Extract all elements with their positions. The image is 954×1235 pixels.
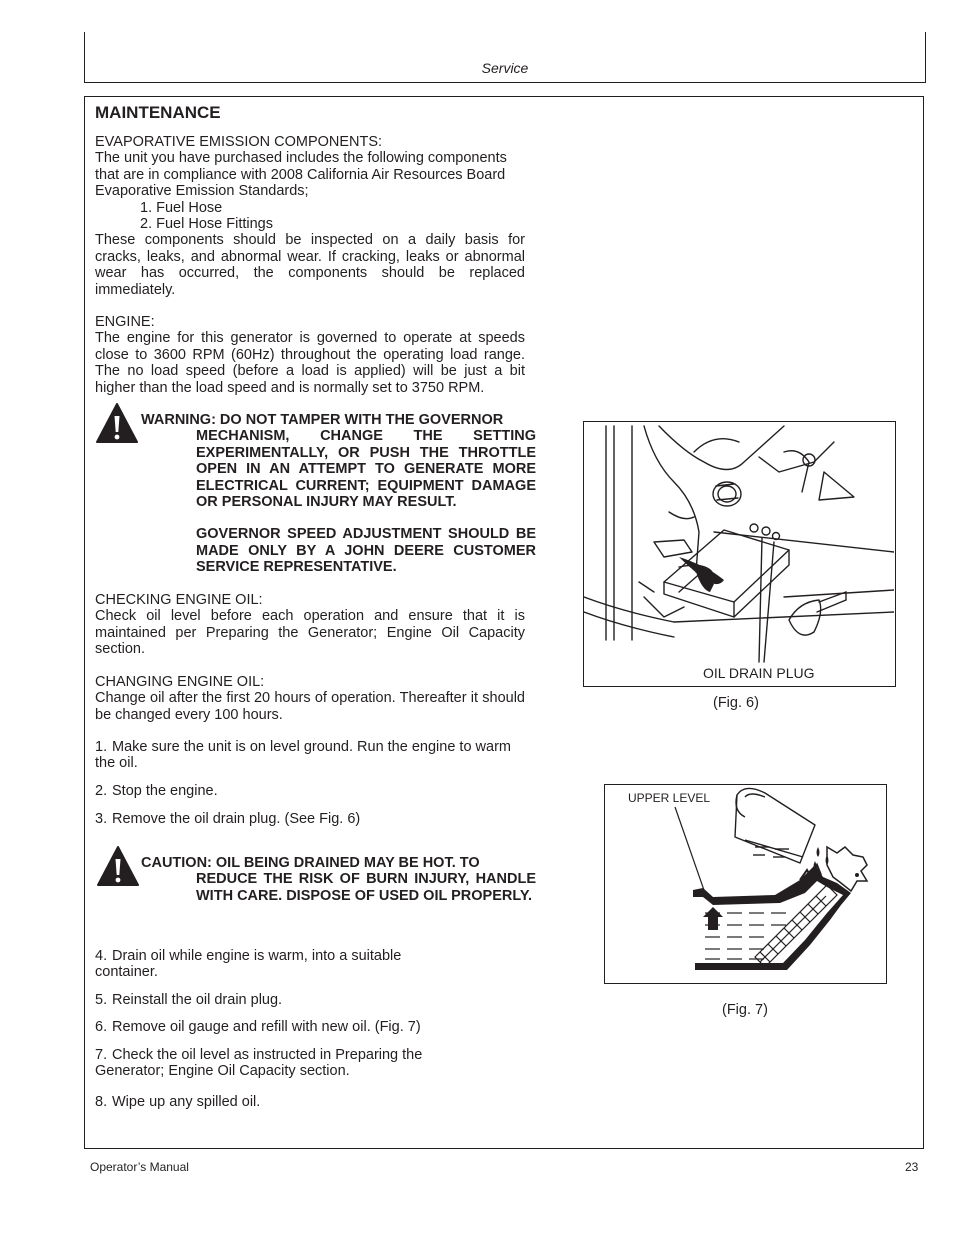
section-title: Service [481, 60, 529, 76]
engine-section [95, 314, 525, 396]
evap-inspect: These components should be inspected on a daily basis for cracks, leaks, and abnormal wear. If cracking, leaks or abnormal wear has occurred, the components should be replaced immediately. [95, 232, 525, 298]
list-item: 1. Make sure the unit is on level ground. Run the engine to warm the oil. [95, 739, 511, 772]
caution-body: REDUCE THE RISK OF BURN INJURY, HANDLE WITH CARE. DISPOSE OF USED OIL PROPERLY. [196, 871, 536, 904]
fig7-label: UPPER LEVEL [628, 791, 711, 805]
changing-body: Change oil after the first 20 hours of operation. Thereafter it should be changed every 100 hours. [95, 690, 525, 723]
changing-heading: CHANGING ENGINE OIL: [95, 674, 265, 690]
checking-section [95, 592, 525, 658]
header-frame [84, 32, 926, 83]
list-item: 6. Remove oil gauge and refill with new oil. (Fig. 7) [95, 1019, 421, 1035]
list-item: 3. Remove the oil drain plug. (See Fig. 6) [95, 811, 361, 827]
evap-heading: EVAPORATIVE EMISSION COMPONENTS: [95, 134, 383, 150]
list-item: 5. Reinstall the oil drain plug. [95, 992, 283, 1008]
fig6-label: OIL DRAIN PLUG [703, 665, 815, 681]
evap-section [95, 134, 525, 298]
changing-section [95, 674, 525, 723]
evap-item: 2. Fuel Hose Fittings [140, 216, 273, 233]
fig7-caption: (Fig. 7) [722, 1002, 768, 1018]
evap-intro: The unit you have purchased includes the following components that are in compliance with 2008 California Air Resources Board Evaporative Emission Standards; [95, 150, 507, 200]
warning-triangle-icon [95, 402, 139, 444]
caution-triangle-icon [96, 845, 140, 887]
checking-body: Check oil level before each operation and ensure that it is maintained per Preparing the Generator; Engine Oil Capacity section. [95, 608, 525, 658]
footer-manual-title: Operator’s Manual [90, 1160, 189, 1174]
warning-second: GOVERNOR SPEED ADJUSTMENT SHOULD BE MADE ONLY BY A JOHN DEERE CUSTOMER SERVICE REPRESENTATIVE. [196, 526, 536, 576]
warning-block [141, 412, 536, 576]
fig7-illustration [604, 784, 887, 984]
warning-body: MECHANISM, CHANGE THE SETTING EXPERIMENTALLY, OR PUSH THE THROTTLE OPEN IN AN ATTEMPT TO GENERATE MORE ELECTRICAL CURRENT; EQUIPMENT DAMAGE OR PERSONAL INJURY MAY RESULT. [196, 428, 536, 511]
oil-refill-drawing [605, 785, 885, 982]
list-item: 8. Wipe up any spilled oil. [95, 1094, 261, 1110]
list-item: 4. Drain oil while engine is warm, into a suitable container. [95, 948, 402, 981]
engine-heading: ENGINE: [95, 314, 155, 330]
warning-lead: WARNING: DO NOT TAMPER WITH THE GOVERNOR [141, 412, 504, 428]
fig6-illustration [583, 421, 896, 687]
engine-body: The engine for this generator is governed to operate at speeds close to 3600 RPM (60Hz) throughout the operating load range. The no load speed (before a load is applied) will be just a bit higher than the load speed and is normally set to 3750 RPM. [95, 330, 525, 396]
list-item: 2. Stop the engine. [95, 783, 218, 799]
caution-lead: CAUTION: OIL BEING DRAINED MAY BE HOT. TO [141, 855, 480, 871]
fig6-caption: (Fig. 6) [713, 695, 759, 711]
engine-drain-drawing [584, 422, 894, 685]
page-title: MAINTENANCE [95, 103, 221, 122]
footer-page-number: 23 [905, 1160, 919, 1174]
list-item: 7. Check the oil level as instructed in Preparing the Generator; Engine Oil Capacity section. [95, 1047, 423, 1080]
caution-block [141, 855, 536, 904]
checking-heading: CHECKING ENGINE OIL: [95, 592, 263, 608]
evap-item: 1. Fuel Hose [140, 199, 223, 216]
